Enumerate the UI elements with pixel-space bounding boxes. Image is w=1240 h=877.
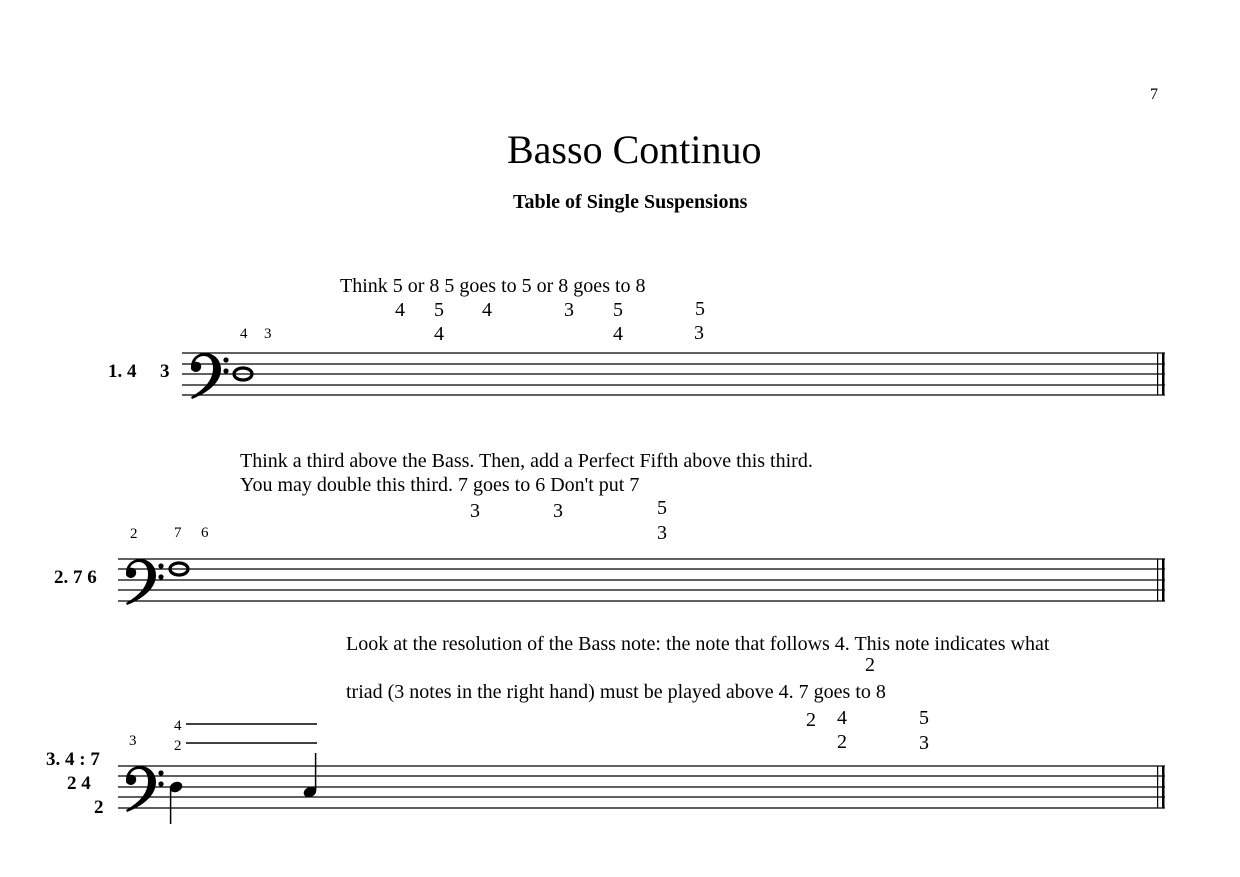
ex2-instruction-2: You may double this third. 7 goes to 6 Don't put 7 <box>240 474 640 496</box>
ex2-small-figure: 6 <box>201 525 209 541</box>
ex3-label-top: 3. 4 : 7 <box>46 749 100 770</box>
ex1-small-figure: 3 <box>264 326 272 342</box>
ex1-instruction: Think 5 or 8 5 goes to 5 or 8 goes to 8 <box>340 275 646 297</box>
ex3-instruction-sub: 2 <box>865 654 875 676</box>
ex3-figure: 4 <box>837 707 847 729</box>
ex2-small-figure: 7 <box>174 525 182 541</box>
bass-clef-icon <box>126 559 164 605</box>
ex2-figure: 3 <box>657 522 667 544</box>
ex1-figure-low: 3 <box>694 322 704 344</box>
quarter-note <box>168 780 184 824</box>
ex1-figure: 5 <box>695 298 705 320</box>
ex2-figure: 3 <box>470 500 480 522</box>
ex3-figure: 2 <box>837 731 847 753</box>
ex1-figure: 4 <box>395 299 405 321</box>
staff-1 <box>182 353 1165 395</box>
ex3-small-figure: 2 <box>174 738 182 754</box>
ex3-label-bot: 2 <box>94 797 104 818</box>
ex1-figure-low: 4 <box>613 323 623 345</box>
ex3-small-figure: 3 <box>129 733 137 749</box>
ex1-small-figure: 4 <box>240 326 248 342</box>
ex2-label: 2. 7 6 <box>54 567 97 588</box>
ex3-figure: 2 <box>806 709 816 731</box>
staff-2 <box>118 559 1165 601</box>
page-number: 7 <box>1150 86 1158 103</box>
ex3-instruction-1: Look at the resolution of the Bass note: the note that follows 4. This note indicates what <box>346 633 1050 655</box>
ex3-figure: 3 <box>919 732 929 754</box>
ex1-figure-low: 4 <box>434 323 444 345</box>
page-title: Basso Continuo <box>507 127 762 172</box>
ex3-small-figure: 4 <box>174 718 182 734</box>
ex1-figure: 4 <box>482 299 492 321</box>
ex1-figure: 3 <box>564 299 574 321</box>
ex3-figure: 5 <box>919 707 929 729</box>
ex1-label: 1. 4 <box>108 361 137 382</box>
ex1-label-res: 3 <box>160 361 170 382</box>
ex1-figure: 5 <box>613 299 623 321</box>
bass-clef-icon <box>191 353 229 399</box>
staff-3 <box>118 766 1165 808</box>
page-subtitle: Table of Single Suspensions <box>513 191 748 213</box>
ex1-figure: 5 <box>434 299 444 321</box>
ex2-instruction-1: Think a third above the Bass. Then, add a Perfect Fifth above this third. <box>240 450 813 472</box>
ex2-figure: 3 <box>553 500 563 522</box>
bass-clef-icon <box>126 766 164 812</box>
ex2-figure: 5 <box>657 497 667 519</box>
extender-lines <box>186 724 317 743</box>
ex3-label-mid: 2 4 <box>67 773 91 794</box>
ex2-small-figure: 2 <box>130 526 138 542</box>
ex3-instruction-2: triad (3 notes in the right hand) must be played above 4. 7 goes to 8 <box>346 681 886 703</box>
